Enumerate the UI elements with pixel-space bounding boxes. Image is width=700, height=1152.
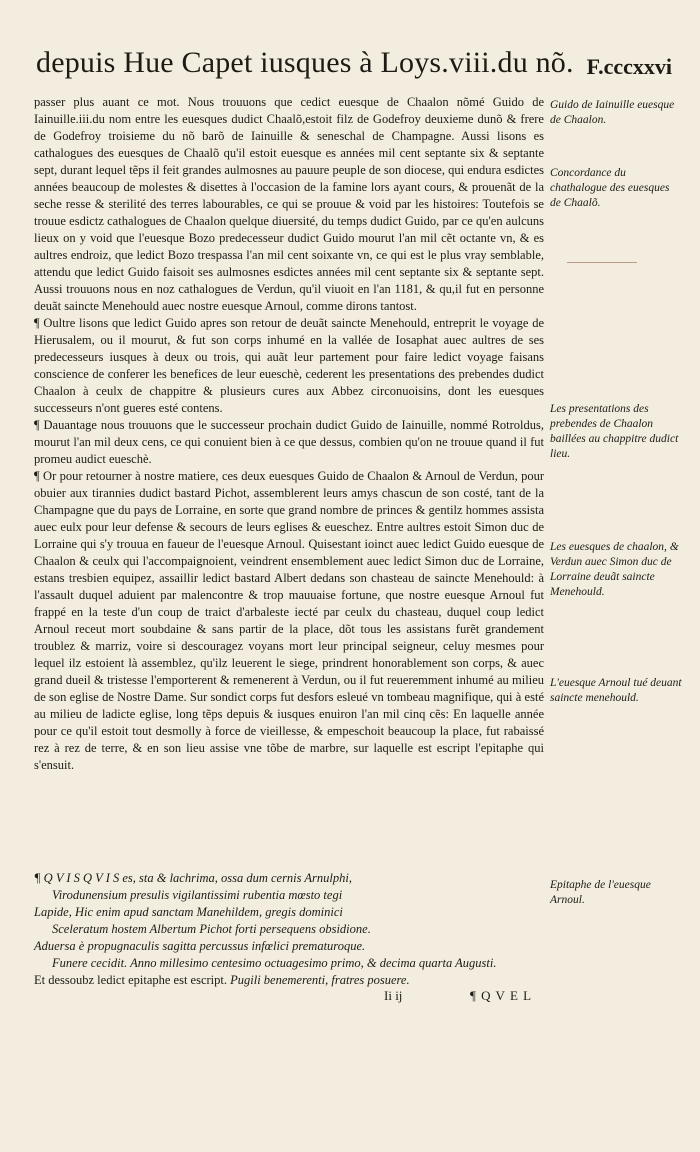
margin-note-arnoul-tue: L'euesque Arnoul tué deuant saincte menehould. xyxy=(550,677,682,704)
paragraph-1: passer plus auant ce mot. Nous trouuons que cedict euesque de Chaalon nõmé Guido de Iainuille.iii.du nom entre les euesques dudict Chaalõ,estoit filz de Godefroy deuxieme dunõ & frere de Godefroy troisieme du nõ barõ de Iainuille & seneschal de Champagne. Aussi lisons es cathalogues des euesques de Chaalõ qu'il estoit euesque es années mil cent septante six & septante sept, durant lequel tẽps il feit grandes aulmosnes au pauure peuple de son diocese, qui endura esdictes années beaucoup de molestes & disettes à l'occasion de la famine lors ayant cours, & prouenãt de la seche resse & sterilité des terres labourables, ce qui se prouue & void par les histoires: Toutefois se trouue esdictz cathalogues de Chaalon quelque diuersité, du temps dudict Guido, par ce qu'en aulcuns lieux on y void que l'euesque Bozo predecesseur dudict Guido mourut l'an mil cẽt octante vn, & es aultres endroiz, que ledict Bozo trespassa l'an mil cent soixante vn, ce qui est le plus vray semblable, attendu que ledict Guido faisoit ses aulmosnes esdictes années mil cent septante six & septante sept. Aussi trouuons nous en noz cathalogues de Verdun, qu'il viuoit en l'an 1181, & qu,il fut en personne deuãt saincte Menehould auec nostre euesque Arnoul, comme dirons tantost. xyxy=(34,95,544,313)
catchword: ¶ Q V E L xyxy=(470,988,533,1003)
main-text-column xyxy=(34,94,544,774)
epitaph-line-6: Funere cecidit. Anno millesimo centesimo octuagesimo primo, & decima quarta Augusti. xyxy=(52,956,497,970)
margin-rule xyxy=(567,262,637,263)
epitaph-line-5: Aduersa è propugnaculis sagitta percussus infœlici prematuroque. xyxy=(34,939,366,953)
epitaph-line-2: Virodunensium presulis vigilantissimi rubentia mœsto tegi xyxy=(52,888,343,902)
paragraph-2: ¶ Oultre lisons que ledict Guido apres son retour de deuãt saincte Menehould, entreprit le voyage de Hierusalem, ou il mourut, & fut son corps inhumé en la vallée de Iosaphat auec aultres de ses predecesseurs iusques à deux ou trois, qui auãt leur partement pour faire ledict voyage faisans conscience de conferer les benefices de leur eueschè, cederent les presentations des prebendes dudict Chaalon à ceulx de chappitre & plusieurs cures aux Abbez circonuoisins, dont les euesques successeurs n'ont gueres esté contens. xyxy=(34,316,544,415)
margin-note-eveques-verdun: Les euesques de chaalon, & Verdun auec Simon duc de Lorraine deuãt saincte Menehould. xyxy=(550,541,679,598)
running-header xyxy=(36,40,672,84)
running-title: depuis Hue Capet iusques à Loys.viii.du nõ. xyxy=(36,46,574,79)
margin-note-epitaphe: Epitaphe de l'euesque Arnoul. xyxy=(550,879,651,906)
margin-note-guido: Guido de Iainuille euesque de Chaalon. xyxy=(550,99,675,126)
page-footer xyxy=(0,988,700,1008)
margin-note-presentations: Les presentations des prebendes de Chaalon baillées au chappitre dudict lieu. xyxy=(550,403,679,460)
paragraph-4: ¶ Or pour retourner à nostre matiere, ces deux euesques Guido de Chaalon & Arnoul de Verdun, pour obuier aux tirannies dudict bastard Pichot, assemblerent leurs amys chascun de son costé, tant de la Champagne que du pays de Lorraine, en sorte que grand nombre de princes & gentilz hommes assista auec eulx pour leur defense & secours de leurs eglises & eueschez. Entre aultres estoit Simon duc de Lorraine qui s'y trouua en faueur de l'euesque Arnoul. Quisestant ioinct auec ledict Guido euesque de Chaalon & ceulx qui l'accompaignoient, veindrent ensemblement auec ledict Simon duc de Lorraine, estans tresbien equipez, assaillir ledict bastard Albert dedans son chasteau de saincte Menehould: à l'assault duquel aduient par malencontre & trop mauuaise fortune, que nostre euesque Arnoul fut frappé en la teste d'un coup de traict d'arbaleste iecté par ceulx du chasteau, duquel coup ledict Arnoul receut mort soubdaine & sans partir de la place, dõt tous les assistans furẽt grandement troublez & marriz, voire si descouragez voyans mort leur principal seigneur, celuy mesmes pour lequel ilz estoient là assemblez, qu'ilz leuerent le siege, prindrent honorablement son corps, & auec grand dueil & tristesse l'emporterent & remenerent à Verdun, ou il fut reueremment inhumé au milieu de son eglise de Nostre Dame. Sur sondict corps fut desfors esleué vn tombeau magnifique, qui à esté au milieu de ladicte eglise, long tẽps depuis & iusques enuiron l'an mil cinq cẽs: En laquelle année pour ce qu'il estoit tout desmolly à force de vieillesse, & empeschoit beaucoup la place, fut rabaissé rez à rez de terre, & en son lieu assise vne tõbe de marbre, sur laquelle est escript l'epitaphe qui s'ensuit. xyxy=(34,469,544,772)
signature-mark: Ii ij xyxy=(384,988,403,1003)
epitaph-closing-intro: Et dessoubz ledict epitaphe est escript. xyxy=(34,973,227,987)
epitaph-line-4: Sceleratum hostem Albertum Pichot forti persequens obsidione. xyxy=(52,922,371,936)
epitaph-block xyxy=(34,870,544,989)
epitaph-line-1: ¶ Q V I S Q V I S es, sta & lachrima, ossa dum cernis Arnulphi, xyxy=(34,871,352,885)
epitaph-line-3: Lapide, Hic enim apud sanctam Manehildem, gregis dominici xyxy=(34,905,343,919)
paragraph-3: ¶ Dauantage nous trouuons que le successeur prochain dudict Guido de Iainuille, nommé Rotroldus, mourut l'an mil deux cens, ce qui conuient bien à ce que dessus, combien qu'on ne trouue quand il fut promeu audict eueschè. xyxy=(34,418,544,466)
margin-note-concordance: Concordance du chathalogue des euesques de Chaalõ. xyxy=(550,167,670,209)
folio-number: F.cccxxvi xyxy=(586,54,672,79)
epitaph-closing xyxy=(34,972,544,989)
epitaph-closing-inscription: Pugili benemerenti, fratres posuere. xyxy=(230,973,410,987)
